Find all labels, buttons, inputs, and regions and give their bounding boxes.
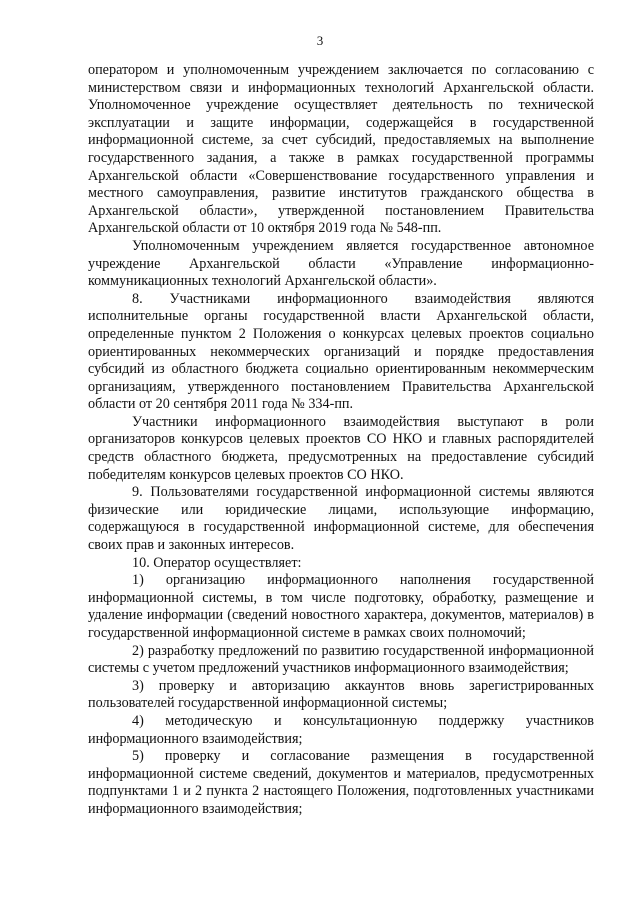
paragraph-subitem-2: 2) разработку предложений по развитию государственной информационной системы с учетом предложений участников информационного взаимодействия; (88, 642, 594, 677)
paragraph-subitem-4: 4) методическую и консультационную поддержку участников информационного взаимодействия; (88, 712, 594, 747)
page-number: 3 (316, 33, 324, 48)
paragraph-subitem-5: 5) проверку и согласование размещения в государственной информационной системе сведений, документов и материалов, предусмотренных подпунктами 1 и 2 пункта 2 настоящего Положения, подготовленных участниками информационного взаимодействия; (88, 748, 594, 817)
paragraph-continuation: оператором и уполномоченным учреждением заключается по согласованию с министерством связи и информационных технологий Архангельской области. Уполномоченное учреждение осуществляет деятельность по технической эксплуатации и защите информации, содержащейся в государственной информационной системе, за счет субсидий, предоставляемых на выполнение государственного задания, а также в рамках государственной программы Архангельской области «Совершенствование государственного управления и местного самоуправления, развитие институтов гражданского общества в Архангельской области», утвержденной постановлением Правительства Архангельской области от 10 октября 2019 года № 548-пп. (88, 62, 594, 237)
paragraph-subitem-1: 1) организацию информационного наполнения государственной информационной системы, в том числе подготовку, обработку, размещение и удаление информации (сведений новостного характера, документов, материалов) в государственной информационной системе в рамках своих полномочий; (88, 572, 594, 641)
paragraph-subitem-3: 3) проверку и авторизацию аккаунтов вновь зарегистрированных пользователей государственной информационной системы; (88, 677, 594, 712)
document-body (88, 62, 594, 819)
paragraph-participants-role: Участники информационного взаимодействия выступают в роли организаторов конкурсов целевых проектов СО НКО и главных распорядителей средств областного бюджета, предусмотренных на предоставление субсидий победителям конкурсов целевых проектов СО НКО. (88, 413, 594, 483)
paragraph-item-8: 8. Участниками информационного взаимодействия являются исполнительные органы государственной власти Архангельской области, определенные пунктом 2 Положения о конкурсах целевых проектов социально ориентированных некоммерческих организаций и порядке предоставления субсидий из областного бюджета социально ориентированным некоммерческим организациям, утвержденного постановлением Правительства Архангельской области от 20 сентября 2011 года № 334-пп. (88, 290, 594, 413)
paragraph-item-9: 9. Пользователями государственной информационной системы являются физические или юридические лицами, использующие информацию, содержащуюся в государственной информационной системе, для обеспечения своих прав и законных интересов. (88, 484, 594, 554)
paragraph-authorized-institution: Уполномоченным учреждением является государственное автономное учреждение Архангельской области «Управление информационно-коммуникационных технологий Архангельской области». (88, 237, 594, 290)
paragraph-item-10: 10. Оператор осуществляет: (132, 554, 302, 571)
